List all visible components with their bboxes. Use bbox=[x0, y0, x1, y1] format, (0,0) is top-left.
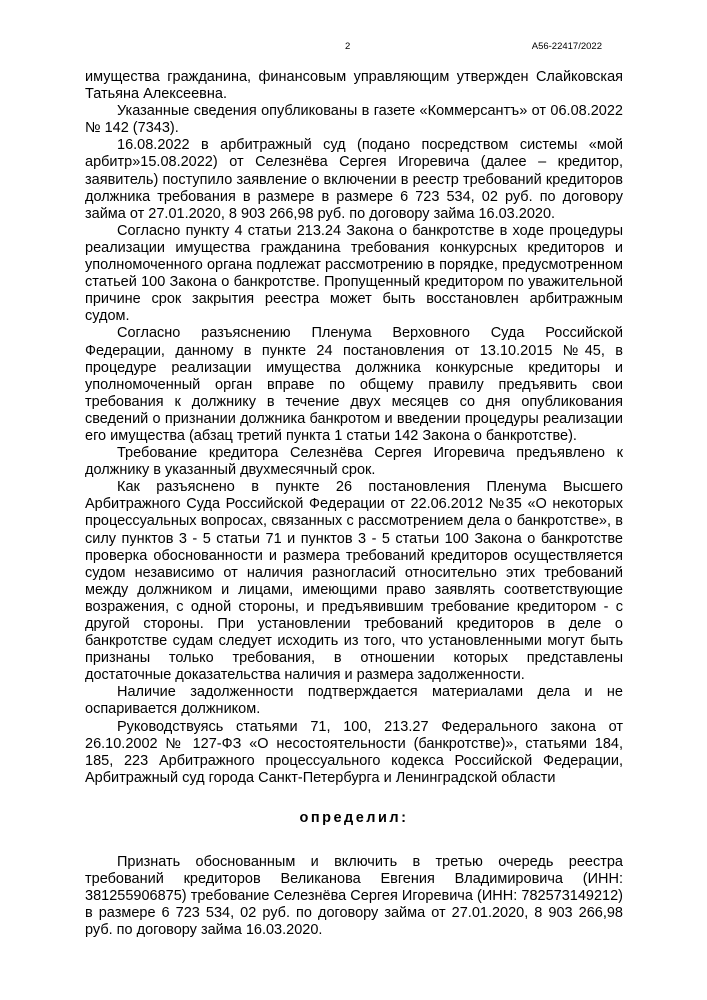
paragraph-debt-confirmed: Наличие задолженности подтверждается материалами дела и не оспаривается должником. bbox=[85, 684, 623, 718]
paragraph-publication: Указанные сведения опубликованы в газете «Коммерсантъ» от 06.08.2022 № 142 (7343). bbox=[85, 103, 623, 137]
case-number: А56-22417/2022 bbox=[531, 41, 602, 52]
document-body bbox=[85, 69, 623, 940]
paragraph-guided-by: Руководствуясь статьями 71, 100, 213.27 Федерального закона от 26.10.2002 № 127-ФЗ «О несостоятельности (банкротстве)», статьями 184, 185, 223 Арбитражного процессуального кодекса Российской Федерации, Арбитражный суд города Санкт-Петербурга и Ленинградской области bbox=[85, 718, 623, 786]
paragraph-claim-timely: Требование кредитора Селезнёва Сергея Игоревича предъявлено к должнику в указанный двухмесячный срок. bbox=[85, 445, 623, 479]
paragraph-supreme-court-clarification: Согласно разъяснению Пленума Верховного Суда Российской Федерации, данному в пункте 24 постановления от 13.10.2015 №45, в процедуре реализации имущества должника конкурсные кредиторы и уполномоченный орган вправе по общему правилу предъявить свои требования к должнику в течение двух месяцев со дня опубликования сведений о признании должника банкротом и введении процедуры реализации его имущества (абзац третий пункта 1 статьи 142 Закона о банкротстве). bbox=[85, 325, 623, 444]
paragraph-law-article: Согласно пункту 4 статьи 213.24 Закона о банкротстве в ходе процедуры реализации имущества гражданина требования конкурсных кредиторов и уполномоченного органа подлежат рассмотрению в порядке, предусмотренном статьей 100 Закона о банкротстве. Пропущенный кредитором по уважительной причине срок закрытия реестра может быть восстановлен арбитражным судом. bbox=[85, 222, 623, 325]
page-number: 2 bbox=[345, 41, 351, 52]
paragraph-continuation: имущества гражданина, финансовым управляющим утвержден Слайковская Татьяна Алексеевна. bbox=[85, 69, 623, 103]
decision-heading: определил: bbox=[299, 809, 409, 826]
paragraph-claim-filed: 16.08.2022 в арбитражный суд (подано посредством системы «мой арбитр»15.08.2022) от Селезнёва Сергея Игоревича (далее – кредитор, заявитель) поступило заявление о включении в реестр требований кредиторов должника требования в размере в размере 6 723 534, 02 руб. по договору займа от 27.01.2020, 8 903 266,98 руб. по договору займа 16.03.2020. bbox=[85, 137, 623, 222]
paragraph-arbitration-court-clarification: Как разъяснено в пункте 26 постановления Пленума Высшего Арбитражного Суда Российской Федерации от 22.06.2012 №35 «О некоторых процессуальных вопросах, связанных с рассмотрением дела о банкротстве», в силу пунктов 3 - 5 статьи 71 и пунктов 3 - 5 статьи 100 Закона о банкротстве проверка обоснованности и размера требований кредиторов осуществляется судом независимо от наличия разногласий относительно этих требований между должником и лицами, имеющими право заявлять соответствующие возражения, с одной стороны, и предъявившим требование кредитором - с другой стороны. При установлении требований кредиторов в деле о банкротстве судам следует исходить из того, что установленными могут быть признаны только требования, в отношении которых представлены достаточные доказательства наличия и размера задолженности. bbox=[85, 479, 623, 684]
paragraph-resolution: Признать обоснованным и включить в третью очередь реестра требований кредиторов Великанова Евгения Владимировича (ИНН: 381255906875) требование Селезнёва Сергея Игоревича (ИНН: 782573149212) в размере 6 723 534, 02 руб. по договору займа от 27.01.2020, 8 903 266,98 руб. по договору займа 16.03.2020. bbox=[85, 854, 623, 939]
